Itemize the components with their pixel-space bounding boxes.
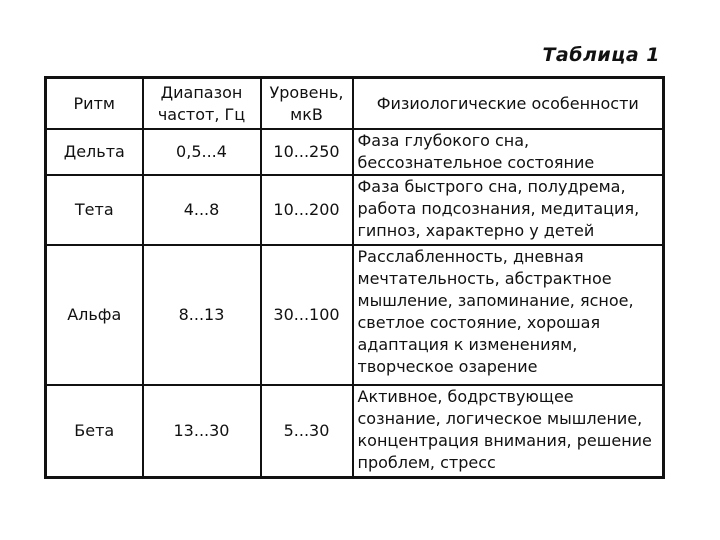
rhythm-cell: Дельта	[46, 129, 143, 175]
header-physiological-features: Физиологические особенности	[353, 78, 664, 130]
frequency-cell: 0,5...4	[143, 129, 261, 175]
table-row	[46, 129, 664, 175]
header-level: Уровень, мкВ	[261, 78, 353, 130]
table-row	[46, 245, 664, 385]
frequency-cell: 4...8	[143, 175, 261, 245]
frequency-cell: 8...13	[143, 245, 261, 385]
level-cell: 5...30	[261, 385, 353, 478]
header-frequency-range: Диапазон частот, Гц	[143, 78, 261, 130]
level-cell: 30...100	[261, 245, 353, 385]
table-row	[46, 175, 664, 245]
table-header-row	[46, 78, 664, 130]
frequency-cell: 13...30	[143, 385, 261, 478]
table-caption: Таблица 1	[542, 44, 660, 66]
level-cell: 10...200	[261, 175, 353, 245]
level-cell: 10...250	[261, 129, 353, 175]
header-rhythm: Ритм	[46, 78, 143, 130]
features-cell: Фаза быстрого сна, полудрема, работа подсознания, медитация, гипноз, характерно у детей	[353, 175, 664, 245]
features-cell: Расслабленность, дневная мечтательность, абстрактное мышление, запоминание, ясное, светлое состояние, хорошая адаптация к изменениям, творческое озарение	[353, 245, 664, 385]
rhythm-cell: Бета	[46, 385, 143, 478]
features-cell: Активное, бодрствующее сознание, логическое мышление, концентрация внимания, решение проблем, стресс	[353, 385, 664, 478]
eeg-rhythms-table	[44, 76, 665, 479]
table-row	[46, 385, 664, 478]
rhythm-cell: Альфа	[46, 245, 143, 385]
rhythm-cell: Тета	[46, 175, 143, 245]
features-cell: Фаза глубокого сна, бессознательное состояние	[353, 129, 664, 175]
